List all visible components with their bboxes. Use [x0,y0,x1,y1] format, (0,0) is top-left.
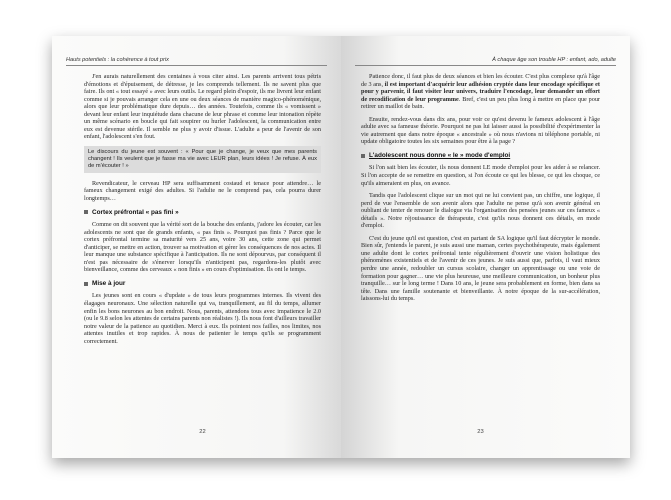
bold-text: il est important d'acquérir leur adhésion cryptée dans leur encodage spécifique et pour y parvenir, il faut visiter leur univers, traduire l'encodage, leur demander un effort de recodification de leur programme [361,80,600,103]
left-page-body [84,73,321,350]
section-heading-text: L'adolescent nous donne « le » mode d'emploi [369,151,511,159]
left-page [52,36,341,458]
section-heading [84,209,321,217]
running-head-left: Hauts potentiels : la cohérence à tout prix [66,57,327,66]
square-bullet-icon [361,154,365,158]
section-heading [361,152,600,160]
paragraph: Ensuite, rendez-vous dans dix ans, pour voir ce qu'est devenu le fameux adolescent à l'âge adulte avec sa fameuse théorie. Pourquoi ne pas lui laisser aussi la possibilité d'expérimenter la vie autrement que dans notre époque « ancestrale » où nous n'avions ni téléphone portable, ni update obligatoire toutes les six semaines pour être à la page ? [361,115,600,146]
section-heading-text: Cortex préfrontal « pas fini » [92,208,179,216]
right-page-body [361,73,600,308]
square-bullet-icon [84,210,88,214]
quote-box: Le discours du jeune est souvent : « Pour que je change, je veux que mes parents changent ! Ils veulent que je fasse ma vie avec LEUR plan, leurs idées ! Je refuse. À eux de m'écouter ! » [84,146,321,173]
right-page [341,36,630,458]
paragraph: Les jeunes sont en cours « d'update » de tous leurs programmes internes. Ils vivent des élagages neuronaux. Une sélection naturelle qui va, tranquillement, au fil du temps, allumer enfin les bons neurones au bon endroit. Nous, parents, attendons tous avec impatience le 2.0 (ou le 9.8 selon les attentes de certains parents non réalistes !). Ils nous font d'ailleurs travailler notre valeur de la patience au quotidien. Merci à eux. Ils pointent nos failles, nos limites, nos attentes inutiles et trop rapides. À nous de patienter le temps qu'ils se programment correctement. [84,292,321,345]
paragraph: Comme on dit souvent que la vérité sort de la bouche des enfants, j'adore les écouter, car les adolescents ne sont que de grands enfants, « pas finis ». Pourquoi pas finis ? Parce que le cortex préfrontal termine sa maturité vers 25 ans, voire 30 ans, cette zone qui permet d'anticiper, se mettre en action, trouver sa motivation et gérer les conséquences de nos actes. Il leur manque une substance spécifique à l'anticipation. Ils ne sont dépourvus, par conséquent il n'est pas nécessaire de s'énerver lorsqu'ils n'anticipent pas, regardons-les plutôt avec bienveillance, comme des cerveaux « non finis » en cours d'optimisation. Ils ont le temps. [84,221,321,274]
section-heading-text: Mise à jour [92,279,126,287]
page-number-right: 23 [477,429,484,435]
paragraph: C'est du jeune qu'il est question, c'est en partant de SA logique qu'il faut décrypter le monde. Bien sûr, j'entends le parent, je suis aussi une maman, certes psychothérapeute, mais également une adulte dont le cortex préfrontal tente régulièrement d'ouvrir une vision holistique des phénomènes existentiels et de l'avenir de ces jeunes. Je suis aussi que, parfois, il vaut mieux perdre une année, redoubler un cursus scolaire, changer un apprentissage ou une voie de formation pour gagner… une vie plus heureuse, une meilleure communication, un bonheur plus tranquille… sur le long terme ! Dans 10 ans, le jeune sera probablement en forme, bien dans sa tête. Dans une famille soutenante et bienveillante. À notre époque de la sur-accélération, laissons-lui du temps. [361,234,600,303]
page-number-left: 22 [199,429,206,435]
running-head-right: À chaque âge son trouble HP : enfant, ado, adulte [355,57,616,66]
paragraph: J'en aurais naturellement des centaines à vous citer ainsi. Les parents arrivent tous pétris d'émotions et d'épuisement, de détresse, je les comprends tellement. Ils ne savent plus que faire. Ils ont « tout essayé » avec leurs outils. Le regard plein d'espoir, ils me livrent leur enfant comme si je pouvais arranger cela en une ou deux séances de manière magico-phénoménique, alors que leur problématique dure depuis… des années. Toutefois, comme ils « vomissent » devant leur enfant leur inquiétude dans chacune de leur phrase et comme leur intonation répète un même scénario en boucle qui fait soupirer ou hurler l'adolescent, la communication entre eux est devenue stérile. Il semble ne plus y avoir d'issue. L'adulte a peur de l'avenir de son enfant, l'adolescent s'en fout. [84,73,321,141]
section-heading [84,280,321,288]
square-bullet-icon [84,282,88,286]
paragraph: Si l'on sait bien les écouter, ils nous donnent LE mode d'emploi pour les aider à se relancer. Si l'on accepte de se remettre en question, si l'on écoute ce qui les blesse, ce qui les choque, ce qu'ils aimeraient en plus, on avance. [361,164,600,187]
book-spread [52,36,630,458]
paragraph: Tandis que l'adolescent clique sur un mot qui ne lui convient pas, un chiffre, une logique, il perd de vue l'ensemble de son avenir alors que l'adulte ne pense qu'à son avenir général en oubliant de tenter de renouer le dialogue via l'organisation des pensées jeunes sur ces fameux « détails ». Notre réjouissance de thérapeute, c'est qu'ils nous donnent ces détails, en mode d'emploi. [361,192,600,230]
paragraph [361,73,600,111]
text-span: Patience donc, il faut plus de deux séances et bien les écouter. C'est plus complexe qu'à l'âge de 3 ans, [361,73,600,88]
text-span: . Bref, c'est un peu plus long à mettre en place que pour retirer un maillot de bain. [361,95,600,111]
paragraph: Revendicateur, le cerveau HP sera suffisamment costaud et tenace pour attendre… le fameux changement exigé des adultes. Si l'adulte ne le comprend pas, cela pourra durer longtemps… [84,179,321,203]
